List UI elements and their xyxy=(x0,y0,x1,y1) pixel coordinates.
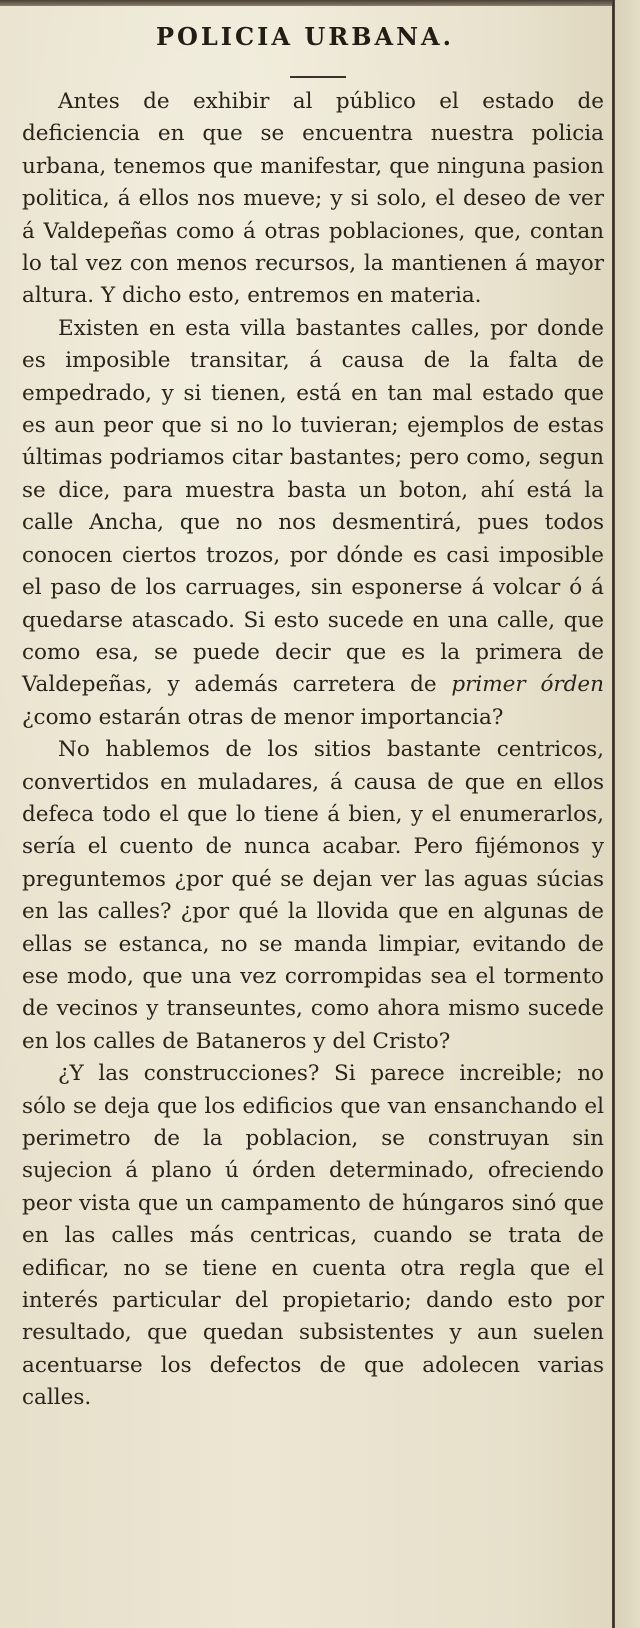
emphasized-phrase: primer órden xyxy=(451,672,605,698)
right-margin xyxy=(615,0,640,1628)
article-title: POLICIA URBANA. xyxy=(155,22,455,51)
article-paragraph: No hablemos de los sitios bastante centricos, convertidos en muladares, á causa de que en ellos defeca todo el que lo tiene á bien, y el enumerarlos, sería el cuento de nunca acabar. Pero fijémonos y preguntemos ¿por qué se dejan ver las aguas súcias en las calles? ¿por qué la llovida que en algunas de ellas se estanca, no se manda limpiar, evitando de ese modo, que una vez corrompidas sea el tormento de vecinos y transeuntes, como ahora mismo sucede en los calles de Bataneros y del Cristo? xyxy=(22,737,604,1054)
article-paragraph: Antes de exhibir al público el estado de deficiencia en que se encuentra nuestra policia urbana, tenemos que manifestar, que ninguna pasion politica, á ellos nos mueve; y si solo, el deseo de ver á Valdepeñas como á otras poblaciones, que, contan lo tal vez con menos recursos, la mantienen á mayor altura. Y dicho esto, entremos en materia. xyxy=(22,89,604,309)
article-body xyxy=(22,86,604,1606)
title-underline-rule xyxy=(290,76,346,78)
article-paragraph: Existen en esta villa bastantes calles, por donde es imposible transitar, á causa de la falta de empedrado, y si tienen, está en tan mal estado que es aun peor que si no lo tuvieran; ejemplos de estas últimas podriamos citar bastantes; pero como, segun se dice, para muestra basta un boton, ahí está la calle Ancha, que no nos desmentirá, pues todos conocen ciertos trozos, por dónde es casi imposible el paso de los carruages, sin esponerse á volcar ó á quedarse atascado. Si esto sucede en una calle, que como esa, se puede decir que es la primera de Valdepeñas, y además carretera de primer órden ¿como estarán otras de menor importancia? xyxy=(22,315,605,730)
article-paragraph: ¿Y las construcciones? Si parece increible; no sólo se deja que los edificios que van ensanchando el perimetro de la poblacion, se construyan sin sujecion á plano ú órden determinado, ofreciendo peor vista que un campamento de húngaros sinó que en las calles más centricas, cuando se trata de edificar, no se tiene en cuenta otra regla que el interés particular del propietario; dando esto por resultado, que quedan subsistentes y aun suelen acentuarse los defectos de que adolecen varias calles. xyxy=(22,1061,604,1411)
top-border-rule xyxy=(0,0,640,6)
